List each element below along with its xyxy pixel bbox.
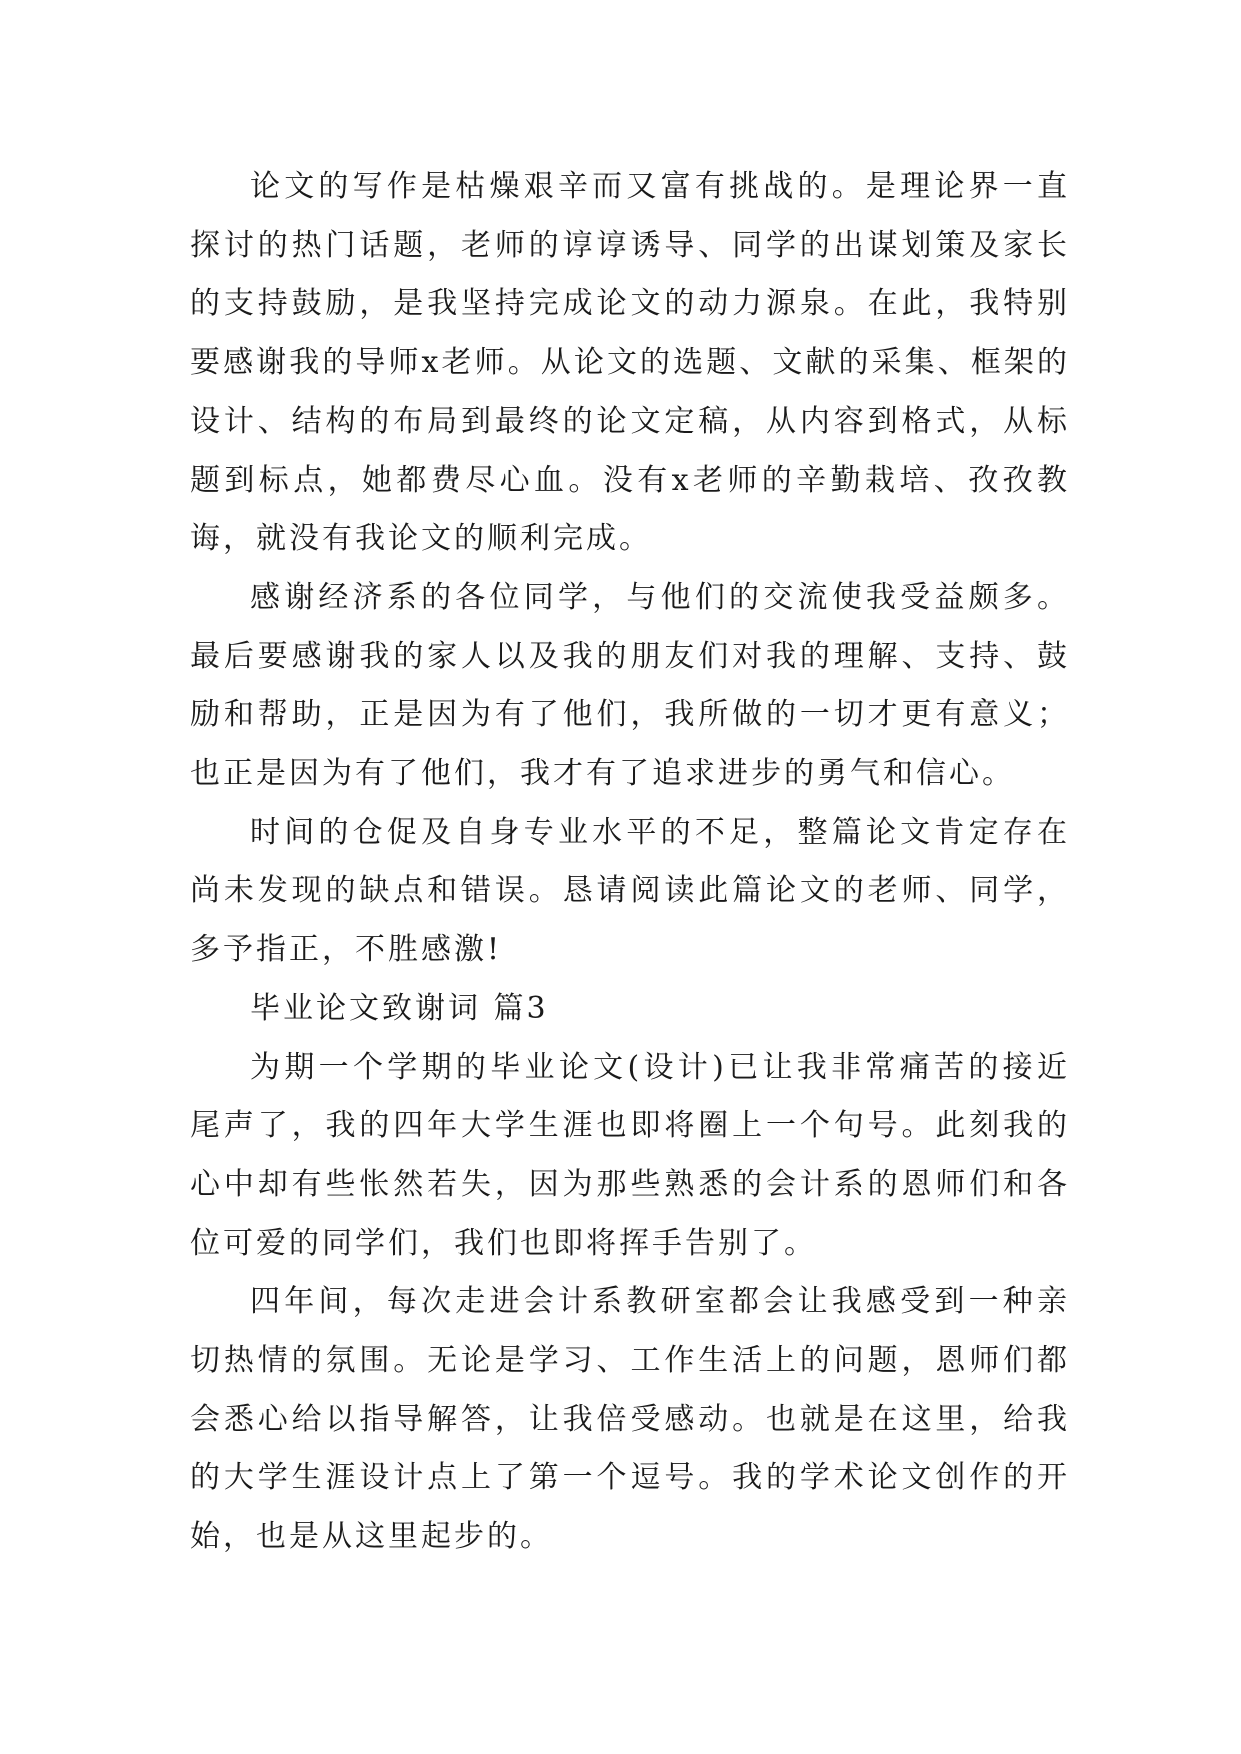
paragraph-apology-errors: 时间的仓促及自身专业水平的不足，整篇论文肯定存在尚未发现的缺点和错误。恳请阅读此篇论文的老师、同学，多予指正，不胜感激! [190,814,1070,968]
paragraph-four-years: 四年间，每次走进会计系教研室都会让我感受到一种亲切热情的氛围。无论是学习、工作生活上的问题，恩师们都会悉心给以指导解答，让我倍受感动。也就是在这里，给我的大学生涯设计点上了第一个逗号。我的学术论文创作的开始，也是从这里起步的。 [190,1284,1070,1555]
paragraph-semester-thesis: 为期一个学期的毕业论文(设计)已让我非常痛苦的接近尾声了，我的四年大学生涯也即将圈上一个句号。此刻我的心中却有些怅然若失，因为那些熟悉的会计系的恩师们和各位可爱的同学们，我们也即将挥手告别了。 [190,1049,1070,1261]
document-body [190,158,1070,1567]
paragraph-thanks-classmates-family: 感谢经济系的各位同学，与他们的交流使我受益颇多。最后要感谢我的家人以及我的朋友们对我的理解、支持、鼓励和帮助，正是因为有了他们，我所做的一切才更有意义；也正是因为有了他们，我才有了追求进步的勇气和信心。 [190,579,1070,792]
section-heading: 毕业论文致谢词 篇3 [250,990,549,1026]
paragraph-writing-challenge: 论文的写作是枯燥艰辛而又富有挑战的。是理论界一直探讨的热门话题，老师的谆谆诱导、同学的出谋划策及家长的支持鼓励，是我坚持完成论文的动力源泉。在此，我特别要感谢我的导师x老师。从论文的选题、文献的采集、框架的设计、结构的布局到最终的论文定稿，从内容到格式，从标题到标点，她都费尽心血。没有x老师的辛勤栽培、孜孜教诲，就没有我论文的顺利完成。 [190,169,1070,557]
